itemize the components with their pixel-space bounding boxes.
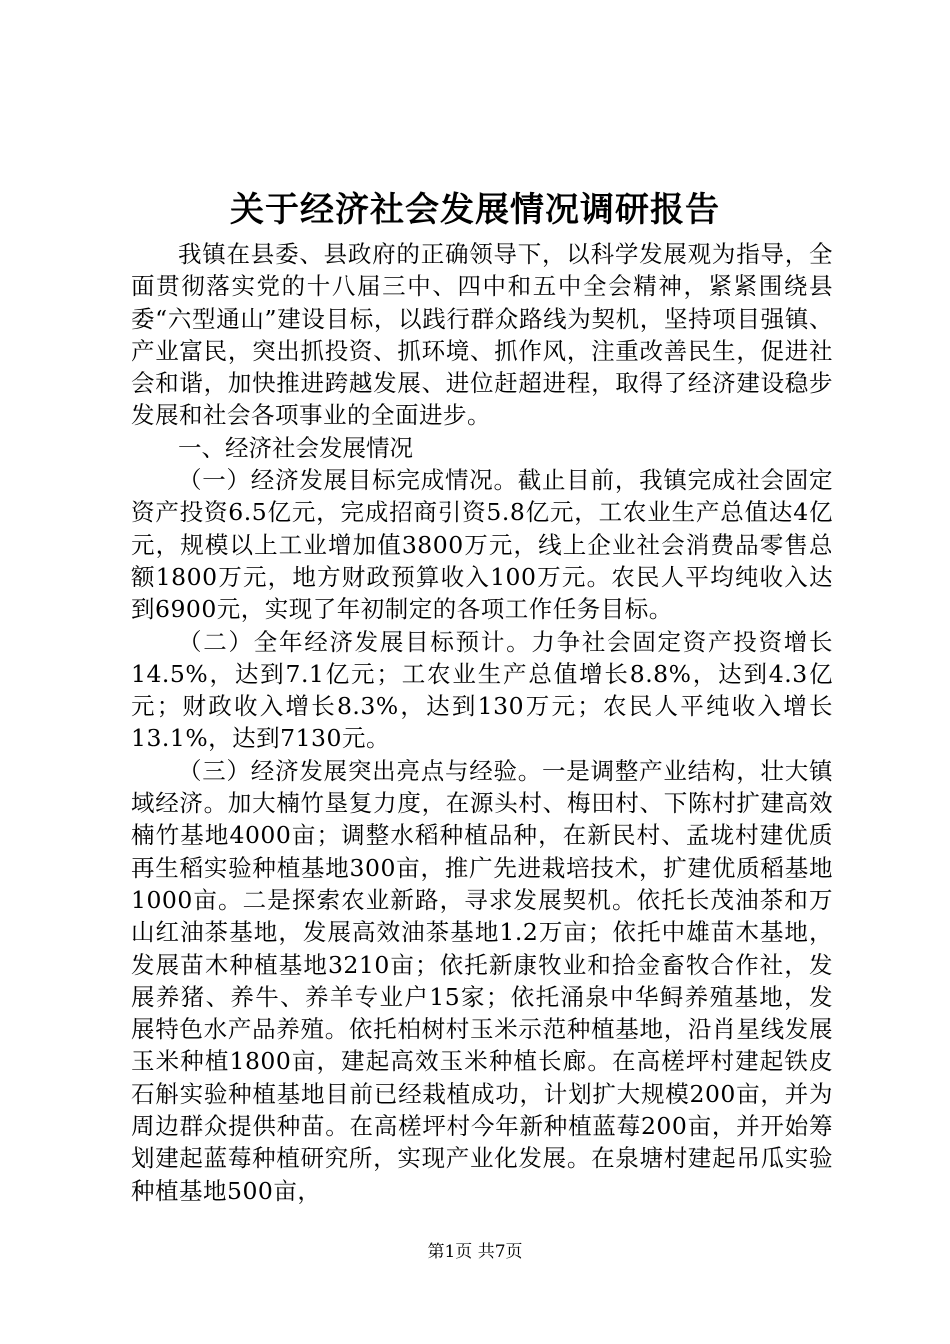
paragraph-highlights: （三）经济发展突出亮点与经验。一是调整产业结构，壮大镇域经济。加大楠竹垦复力度，在源头村、梅田村、下陈村扩建高效楠竹基地4000亩；调整水稻种植品种，在新民村、孟垅村建优质再生稻实验种植基地300亩，推广先进栽培技术，扩建优质稻基地1000亩。二是探索农业新路，寻求发展契机。依托长茂油茶和万山红油茶基地，发展高效油茶基地1.2万亩；依托中雄苗木基地，发展苗木种植基地3210亩；依托新康牧业和拾金畜牧合作社，发展养猪、养牛、养羊专业户15家；依托涌泉中华鲟养殖基地，发展特色水产品养殖。依托柏树村玉米示范种植基地，沿肖星线发展玉米种植1800亩，建起高效玉米种植长廊。在高槎坪村建起铁皮石斛实验种植基地目前已经栽植成功，计划扩大规模200亩，并为周边群众提供种苗。在高槎坪村今年新种植蓝莓200亩，并开始筹划建起蓝莓种植研究所，实现产业化发展。在泉塘村建起吊瓜实验种植基地500亩，	[131, 756, 833, 1205]
paragraph-annual-forecast: （二）全年经济发展目标预计。力争社会固定资产投资增长14.5%，达到7.1亿元；工农业生产总值增长8.8%，达到4.3亿元；财政收入增长8.3%，达到130万元；农民人平纯收入增长13.1%，达到7130元。	[131, 627, 833, 753]
document-title: 关于经济社会发展情况调研报告	[230, 190, 720, 230]
intro-paragraph: 我镇在县委、县政府的正确领导下，以科学发展观为指导，全面贯彻落实党的十八届三中、四中和五中全会精神，紧紧围绕县委“六型通山”建设目标，以践行群众路线为契机，坚持项目强镇、产业富民，突出抓投资、抓环境、抓作风，注重改善民生，促进社会和谐，加快推进跨越发展、进位赶超进程，取得了经济建设稳步发展和社会各项事业的全面进步。	[131, 240, 833, 430]
section-heading: 一、经济社会发展情况	[178, 433, 413, 462]
page-number-footer: 第1页 共7页	[427, 1242, 523, 1262]
paragraph-targets-completed: （一）经济发展目标完成情况。截止目前，我镇完成社会固定资产投资6.5亿元，完成招商引资5.8亿元，工农业生产总值达4亿元，规模以上工业增加值3800万元，线上企业社会消费品零售总额1800万元，地方财政预算收入100万元。农民人平均纯收入达到6900元，实现了年初制定的各项工作任务目标。	[131, 466, 833, 624]
document-body	[131, 238, 833, 1207]
